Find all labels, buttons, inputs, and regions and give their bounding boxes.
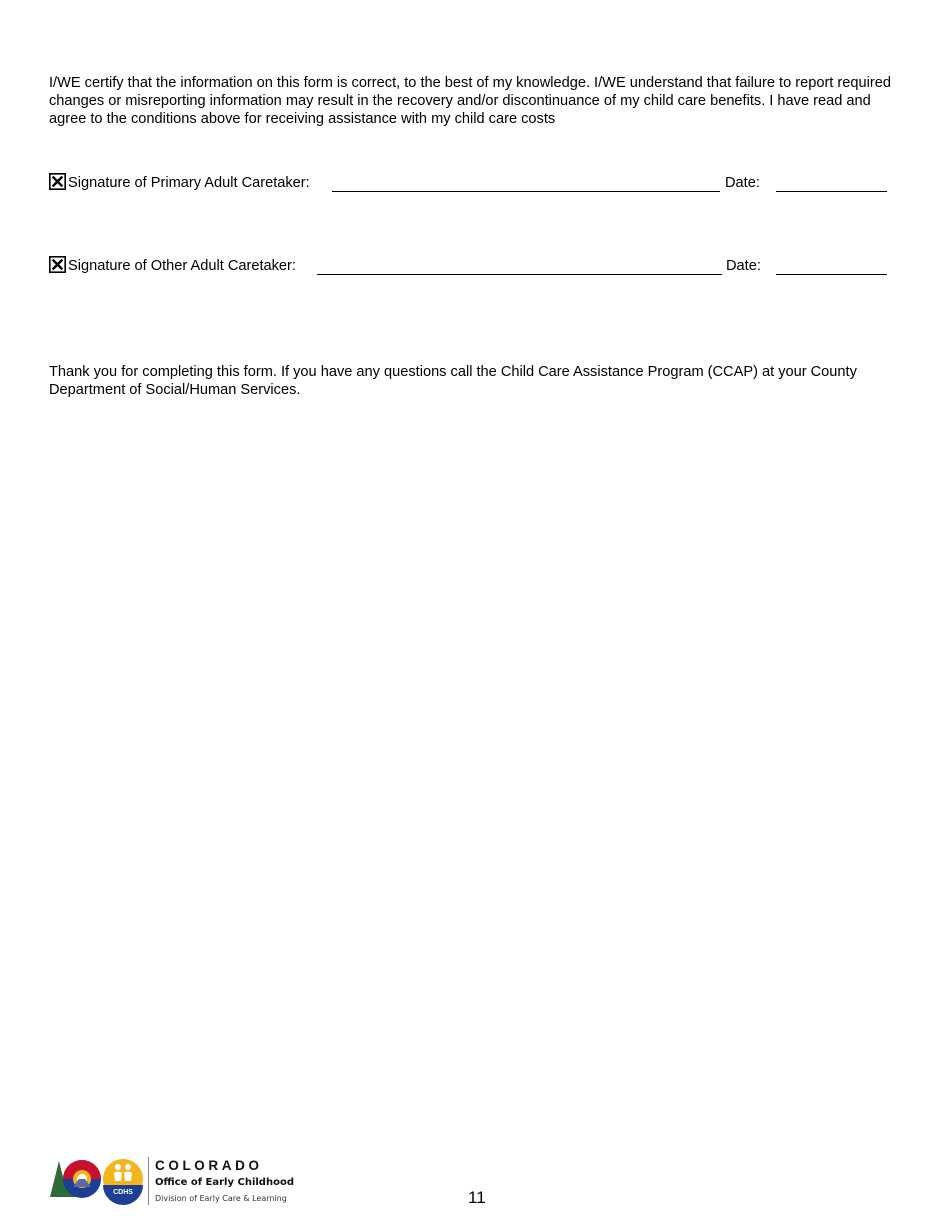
- logo-divider: [148, 1157, 149, 1205]
- cdhs-badge-text: CDHS: [113, 1189, 133, 1196]
- certification-statement: I/WE certify that the information on this form is correct, to the best of my knowledge. I/WE understand that failure to report required changes or misreporting information may result in the recovery and/or discontinuance of my child care benefits. I have read and agree to the conditions above for receiving assistance with my child care costs: [49, 75, 891, 127]
- logo-state-name: COLORADO: [155, 1158, 263, 1173]
- primary-date-label: Date:: [725, 175, 760, 191]
- checked-box-icon[interactable]: [49, 173, 66, 190]
- page-number: 11: [468, 1188, 486, 1207]
- primary-signature-line[interactable]: [332, 191, 720, 192]
- other-signature-label: Signature of Other Adult Caretaker:: [68, 258, 296, 274]
- colorado-c-logo-icon: [48, 1153, 148, 1209]
- other-date-label: Date:: [726, 258, 761, 274]
- logo-division-name: Division of Early Care & Learning: [155, 1194, 287, 1203]
- other-signature-line[interactable]: [317, 274, 722, 275]
- primary-date-line[interactable]: [776, 191, 887, 192]
- logo-office-name: Office of Early Childhood: [155, 1177, 294, 1188]
- primary-signature-label: Signature of Primary Adult Caretaker:: [68, 175, 310, 191]
- other-date-line[interactable]: [776, 274, 887, 275]
- colorado-oec-logo: [48, 1153, 298, 1209]
- checked-box-icon[interactable]: [49, 256, 66, 273]
- thank-you-note: Thank you for completing this form. If you have any questions call the Child Care Assistance Program (CCAP) at your County Department of Social/Human Services.: [49, 364, 857, 398]
